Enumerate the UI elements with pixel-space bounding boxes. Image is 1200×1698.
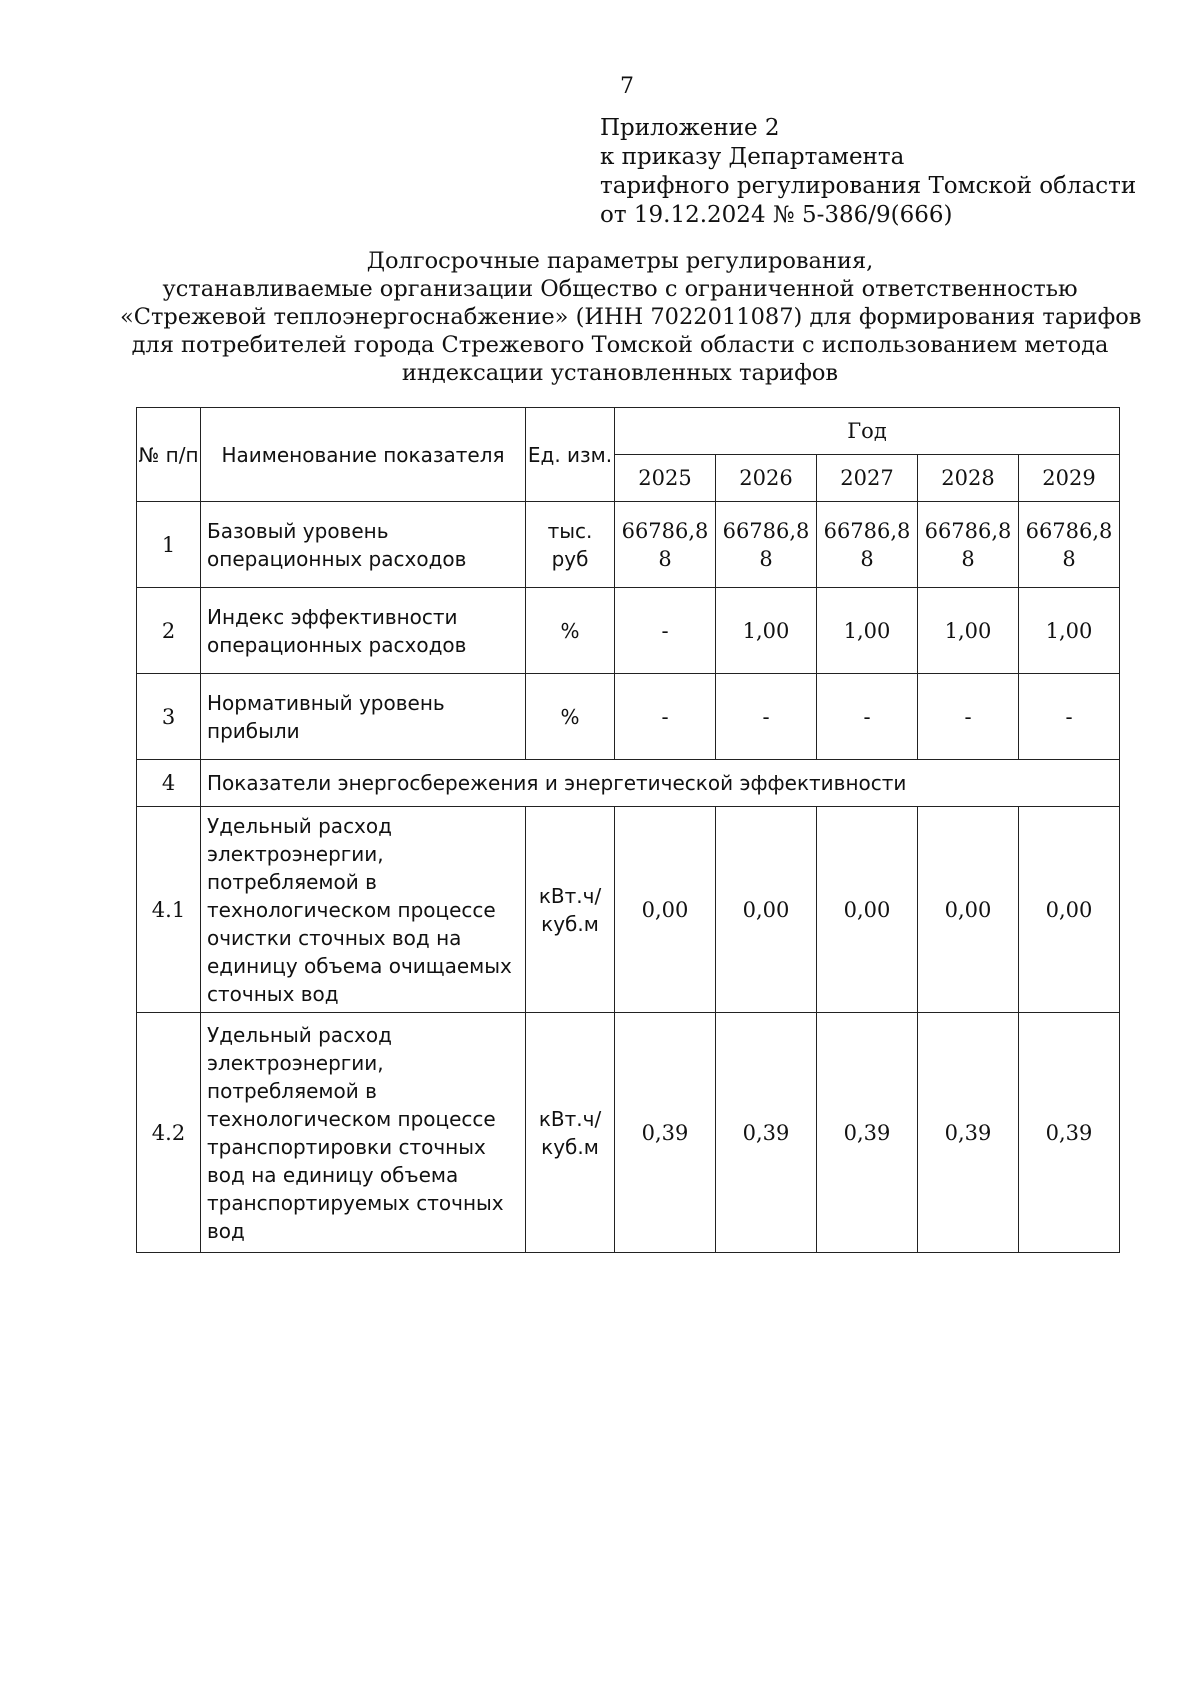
row-value: 1,00 [716, 588, 817, 674]
row-value: 0,00 [716, 807, 817, 1013]
table-row [137, 674, 1120, 760]
section-title: Показатели энергосбережения и энергетической эффективности [201, 760, 1120, 807]
title-line: для потребителей города Стрежевого Томской области с использованием метода [131, 332, 1109, 358]
row-name: Базовый уровень операционных расходов [201, 502, 526, 588]
title-line: «Стрежевой теплоэнергоснабжение» (ИНН 7022011087) для формирования тарифов [120, 304, 1142, 330]
row-num: 4.2 [137, 1013, 201, 1253]
title-line: устанавливаемые организации Общество с ограниченной ответственностью [162, 276, 1078, 302]
row-value: 0,00 [918, 807, 1019, 1013]
row-num: 1 [137, 502, 201, 588]
header-year: 2027 [817, 455, 918, 502]
row-num: 4 [137, 760, 201, 807]
title-line: Долгосрочные параметры регулирования, [366, 248, 874, 274]
header-year: 2026 [716, 455, 817, 502]
header-year-group: Год [615, 408, 1120, 455]
annex-line: тарифного регулирования Томской области [600, 173, 1137, 199]
row-num: 3 [137, 674, 201, 760]
row-value: 1,00 [817, 588, 918, 674]
row-unit: кВт.ч/ куб.м [526, 807, 615, 1013]
row-value: - [1019, 674, 1120, 760]
annex-header [600, 114, 1136, 230]
row-value: - [817, 674, 918, 760]
table-row [137, 502, 1120, 588]
row-value: - [716, 674, 817, 760]
row-value: 0,39 [716, 1013, 817, 1253]
table-row [137, 1013, 1120, 1253]
header-num: № п/п [137, 408, 201, 502]
annex-line: к приказу Департамента [600, 144, 905, 170]
header-year: 2028 [918, 455, 1019, 502]
row-value: 0,39 [1019, 1013, 1120, 1253]
row-value: - [918, 674, 1019, 760]
document-title [120, 247, 1142, 387]
row-value: 66786,88 [1019, 502, 1120, 588]
row-name: Удельный расход электроэнергии, потребляемой в технологическом процессе транспортировки сточных вод на единицу объема транспортируемых сточных вод [201, 1013, 526, 1253]
parameters-table [136, 407, 1120, 1253]
row-value: - [615, 588, 716, 674]
row-num: 4.1 [137, 807, 201, 1013]
row-value: 0,39 [615, 1013, 716, 1253]
row-unit: % [526, 674, 615, 760]
title-line: индексации установленных тарифов [401, 360, 839, 386]
row-unit: % [526, 588, 615, 674]
row-value: 0,00 [817, 807, 918, 1013]
row-value: 1,00 [1019, 588, 1120, 674]
row-value: 66786,88 [817, 502, 918, 588]
row-value: 66786,88 [918, 502, 1019, 588]
annex-line: от 19.12.2024 № 5-386/9(666) [600, 202, 953, 228]
header-name: Наименование показателя [201, 408, 526, 502]
table-row [137, 807, 1120, 1013]
annex-line: Приложение 2 [600, 115, 780, 141]
row-name: Удельный расход электроэнергии, потребляемой в технологическом процессе очистки сточных вод на единицу объема очищаемых сточных вод [201, 807, 526, 1013]
header-year: 2029 [1019, 455, 1120, 502]
row-value: 66786,88 [716, 502, 817, 588]
table-row [137, 588, 1120, 674]
row-value: 0,39 [918, 1013, 1019, 1253]
page-number: 7 [620, 74, 634, 99]
row-name: Индекс эффективности операционных расходов [201, 588, 526, 674]
header-unit: Ед. изм. [526, 408, 615, 502]
table-section-row [137, 760, 1120, 807]
row-name: Нормативный уровень прибыли [201, 674, 526, 760]
row-num: 2 [137, 588, 201, 674]
row-value: 0,00 [615, 807, 716, 1013]
row-value: - [615, 674, 716, 760]
row-unit: тыс. руб [526, 502, 615, 588]
row-value: 66786,88 [615, 502, 716, 588]
row-value: 0,39 [817, 1013, 918, 1253]
row-unit: кВт.ч/ куб.м [526, 1013, 615, 1253]
row-value: 1,00 [918, 588, 1019, 674]
row-value: 0,00 [1019, 807, 1120, 1013]
table-header-row [137, 408, 1120, 455]
header-year: 2025 [615, 455, 716, 502]
